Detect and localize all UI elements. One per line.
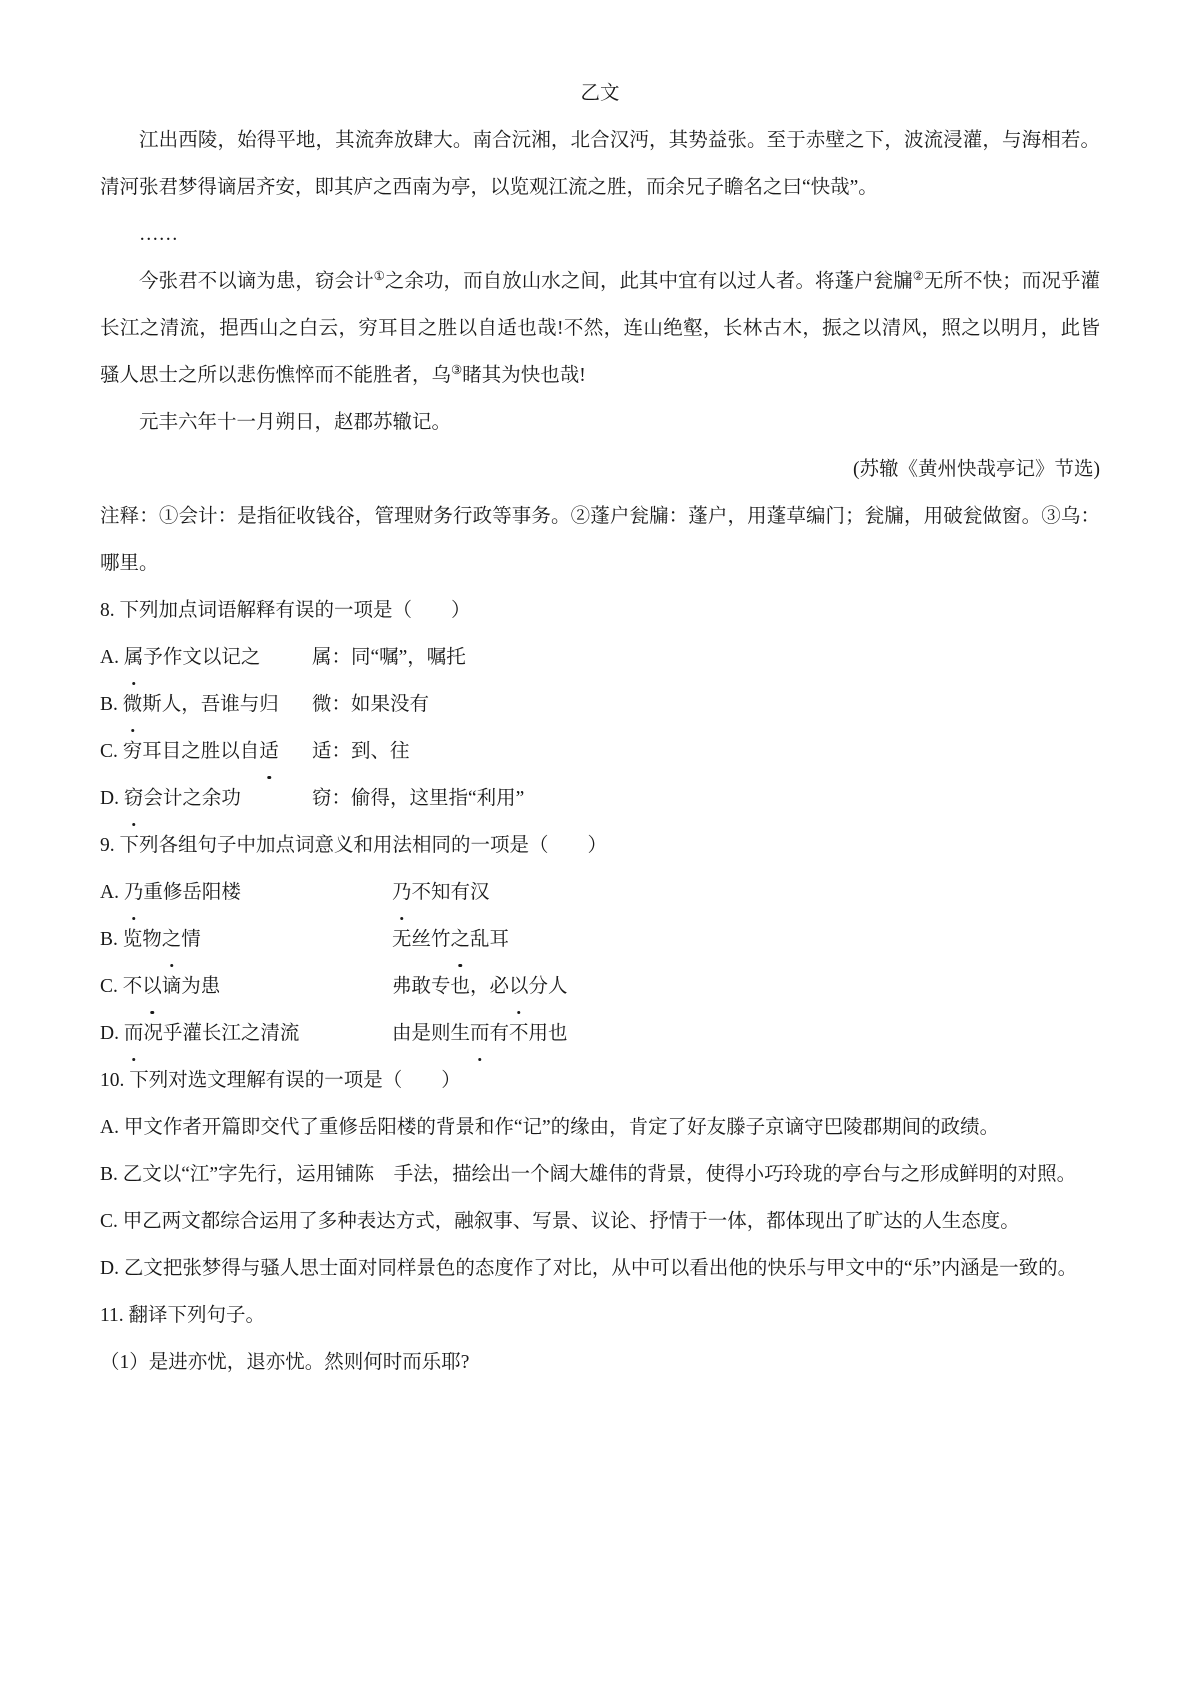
question-9-option-c — [100, 963, 1100, 1010]
section-title: 乙文 — [580, 83, 620, 104]
question-11 — [100, 1292, 1100, 1386]
option-explanation: 窃：偷得，这里指“利用” — [312, 788, 525, 809]
option-phrase: A. 乃重修岳阳楼 — [100, 869, 392, 916]
question-8-stem: 8. 下列加点词语解释有误的一项是（ ） — [100, 600, 471, 621]
notes-paragraph: 注释：①会计：是指征收钱谷，管理财务行政等事务。②蓬户瓮牖：蓬户，用蓬草编门；瓮牖，用破瓮做窗。③乌：哪里。 — [100, 506, 1100, 574]
question-8-option-b — [100, 681, 1100, 728]
option-phrase: C. 穷耳目之胜以自适 — [100, 728, 312, 775]
option-phrase: D. 而况乎灌长江之清流 — [100, 1010, 392, 1057]
question-10-option-d: D. 乙文把张梦得与骚人思士面对同样景色的态度作了对比，从中可以看出他的快乐与甲文中的“乐”内涵是一致的。 — [100, 1258, 1078, 1279]
option-phrase: B. 览物之情 — [100, 916, 392, 963]
option-phrase-2: 无丝竹之乱耳 — [392, 916, 1100, 963]
option-explanation: 属：同“嘱”，嘱托 — [312, 647, 466, 668]
option-phrase-2: 由是则生而有不用也 — [392, 1010, 1100, 1057]
option-phrase-2: 弗敢专也，必以分人 — [392, 963, 1100, 1010]
option-phrase: C. 不以谪为患 — [100, 963, 392, 1010]
source-attribution: (苏辙《黄州快哉亭记》节选) — [853, 459, 1100, 480]
question-8-option-a — [100, 634, 1100, 681]
question-9-stem: 9. 下列各组句子中加点词意义和用法相同的一项是（ ） — [100, 835, 608, 856]
question-10-option-a: A. 甲文作者开篇即交代了重修岳阳楼的背景和作“记”的缘由，肯定了好友滕子京谪守巴陵郡期间的政绩。 — [100, 1117, 1000, 1138]
question-10-option-b: B. 乙文以“江”字先行，运用铺陈 手法，描绘出一个阔大雄伟的背景，使得小巧玲珑的亭台与之形成鲜明的对照。 — [100, 1164, 1077, 1185]
option-phrase: A. 属予作文以记之 — [100, 634, 312, 681]
question-9-option-b — [100, 916, 1100, 963]
option-explanation: 适：到、往 — [312, 741, 410, 762]
question-9-option-d — [100, 1010, 1100, 1057]
question-10 — [100, 1057, 1100, 1292]
question-9-option-a — [100, 869, 1100, 916]
main-paragraph: 今张君不以谪为患，窃会计①之余功，而自放山水之间，此其中宜有以过人者。将蓬户瓮牖②无所不快；而况乎灌长江之清流，挹西山之白云，穷耳目之胜以自适也哉!不然，连山绝壑，长林古木，振之以清风，照之以明月，此皆骚人思士之所以悲伤憔悴而不能胜者，乌③睹其为快也哉! — [100, 269, 1100, 386]
question-11-item-1: （1）是进亦忧，退亦忧。然则何时而乐耶? — [100, 1352, 470, 1373]
question-10-stem: 10. 下列对选文理解有误的一项是（ ） — [100, 1070, 461, 1091]
question-11-stem: 11. 翻译下列句子。 — [100, 1305, 266, 1326]
option-phrase: D. 窃会计之余功 — [100, 775, 312, 822]
date-line: 元丰六年十一月朔日，赵郡苏辙记。 — [139, 412, 452, 433]
question-8-option-d — [100, 775, 1100, 822]
option-phrase: B. 微斯人，吾谁与归 — [100, 681, 312, 728]
question-9 — [100, 822, 1100, 1057]
option-phrase-2: 乃不知有汉 — [392, 869, 1100, 916]
question-8 — [100, 587, 1100, 822]
question-10-option-c: C. 甲乙两文都综合运用了多种表达方式，融叙事、写景、议论、抒情于一体，都体现出了旷达的人生态度。 — [100, 1211, 1020, 1232]
question-8-option-c — [100, 728, 1100, 775]
intro-paragraph: 江出西陵，始得平地，其流奔放肆大。南合沅湘，北合汉沔，其势益张。至于赤壁之下，波流浸灌，与海相若。清河张君梦得谪居齐安，即其庐之西南为亭，以览观江流之胜，而余兄子瞻名之曰“快哉”。 — [100, 130, 1100, 198]
ellipsis-line: …… — [139, 224, 178, 245]
option-explanation: 微：如果没有 — [312, 694, 430, 715]
